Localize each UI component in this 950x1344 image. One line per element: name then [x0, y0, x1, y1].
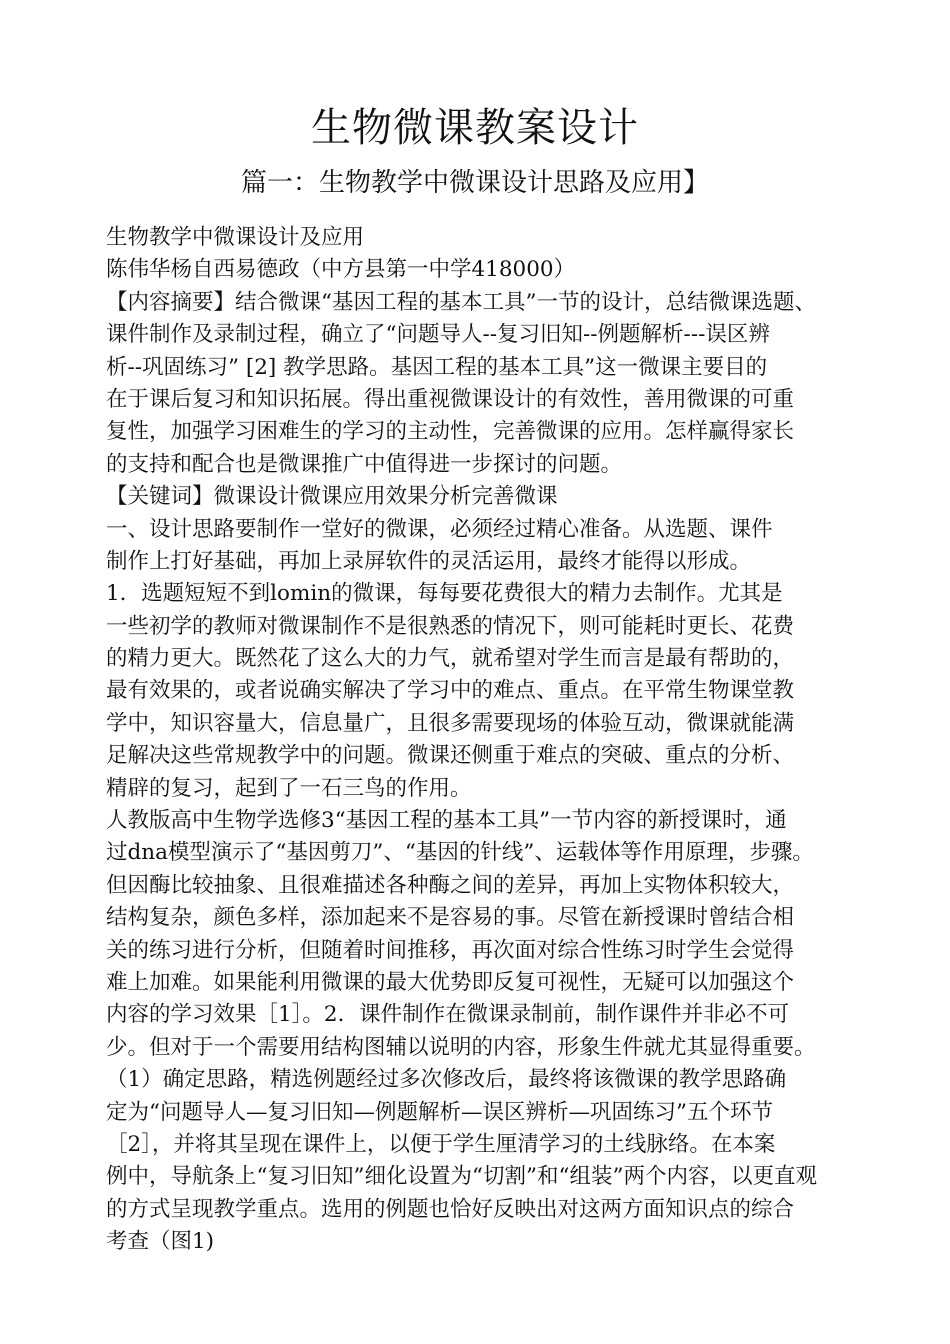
- body-line: 定为“问题导人—复习旧知—例题解析—误区辨析—巩固练习”五个环节: [106, 1099, 773, 1125]
- body-line: 精辟的复习，起到了一石三鸟的作用。: [106, 775, 472, 801]
- body-line: 复性，加强学习困难生的学习的主动性，完善微课的应用。怎样赢得家长: [106, 419, 795, 445]
- body-line: 的精力更大。既然花了这么大的力气，就希望对学生而言是最有帮助的，: [106, 646, 795, 672]
- body-line: 的方式呈现教学重点。选用的例题也恰好反映出对这两方面知识点的综合: [106, 1196, 795, 1222]
- body-line: 人教版高中生物学选修3“基因工程的基本工具”一节内容的新授课时，通: [106, 808, 787, 834]
- body-line: ［2］，并将其呈现在课件上，以便于学生厘清学习的土线脉络。在本案: [106, 1131, 776, 1157]
- body-line: 考查（图1): [106, 1229, 215, 1255]
- body-line: 【关键词】微课设计微课应用效果分析完善微课: [106, 484, 558, 510]
- body-line: 关的练习进行分析，但随着时间推移，再次面对综合性练习时学生会觉得: [106, 937, 795, 963]
- body-line: 例中，导航条上“复习旧知”细化设置为“切割”和“组装”两个内容，以更直观: [106, 1164, 817, 1190]
- body-line: 制作上打好基础，再加上录屏软件的灵活运用，最终才能得以形成。: [106, 548, 752, 574]
- body-line: 过dna模型演示了“基因剪刀”、“基因的针线”、运载体等作用原理，步骤。: [106, 840, 814, 866]
- body-line: 陈伟华杨自西易德政（中方县第一中学418000）: [106, 257, 576, 283]
- body-line: 结构复杂，颜色多样，添加起来不是容易的事。尽管在新授课时曾结合相: [106, 905, 795, 931]
- body-line: 在于课后复习和知识拓展。得出重视微课设计的有效性，善用微课的可重: [106, 386, 795, 412]
- body-line: 少。但对于一个需要用结构图辅以说明的内容，形象生件就尤其显得重要。: [106, 1034, 816, 1060]
- body-line: 的支持和配合也是微课推广中值得进一步探讨的问题。: [106, 451, 623, 477]
- body-line: 足解决这些常规教学中的问题。微课还侧重于难点的突破、重点的分析、: [106, 743, 795, 769]
- body-line: 学中，知识容量大，信息量广，且很多需要现场的体验互动，微课就能满: [106, 710, 795, 736]
- body-line: 难上加难。如果能利用微课的最大优势即反复可视性，无疑可以加强这个: [106, 969, 795, 995]
- body-line: 课件制作及录制过程，确立了“问题导人--复习旧知--例题解析---误区辨: [106, 322, 770, 348]
- document-title: 生物微课教案设计: [311, 105, 639, 151]
- body-line: 一、设计思路要制作一堂好的微课，必须经过精心准备。从选题、课件: [106, 516, 773, 542]
- body-line: （1）确定思路，精选例题经过多次修改后，最终将该微课的教学思路确: [106, 1067, 787, 1093]
- body-line: 1．选题短短不到lomin的微课，每每要花费很大的精力去制作。尤其是: [106, 581, 783, 607]
- body-line: 但因酶比较抽象、且很难描述各种酶之间的差异，再加上实物体积较大，: [106, 872, 795, 898]
- body-line: 生物教学中微课设计及应用: [106, 225, 365, 250]
- body-line: 一些初学的教师对微课制作不是很熟悉的情况下，则可能耗时更长、花费: [106, 613, 795, 639]
- body-line: 最有效果的，或者说确实解决了学习中的难点、重点。在平常生物课堂教: [106, 678, 795, 704]
- body-line: 内容的学习效果［1］。2．课件制作在微课录制前，制作课件并非必不可: [106, 1002, 790, 1028]
- body-line: 【内容摘要】结合微课“基因工程的基本工具”一节的设计，总结微课选题、: [106, 289, 816, 315]
- document-body: [106, 222, 876, 1259]
- document-subtitle: 篇一：生物教学中微课设计思路及应用】: [240, 168, 709, 198]
- body-line: 析--巩固练习” [2] 教学思路。基因工程的基本工具”这一微课主要目的: [106, 354, 768, 380]
